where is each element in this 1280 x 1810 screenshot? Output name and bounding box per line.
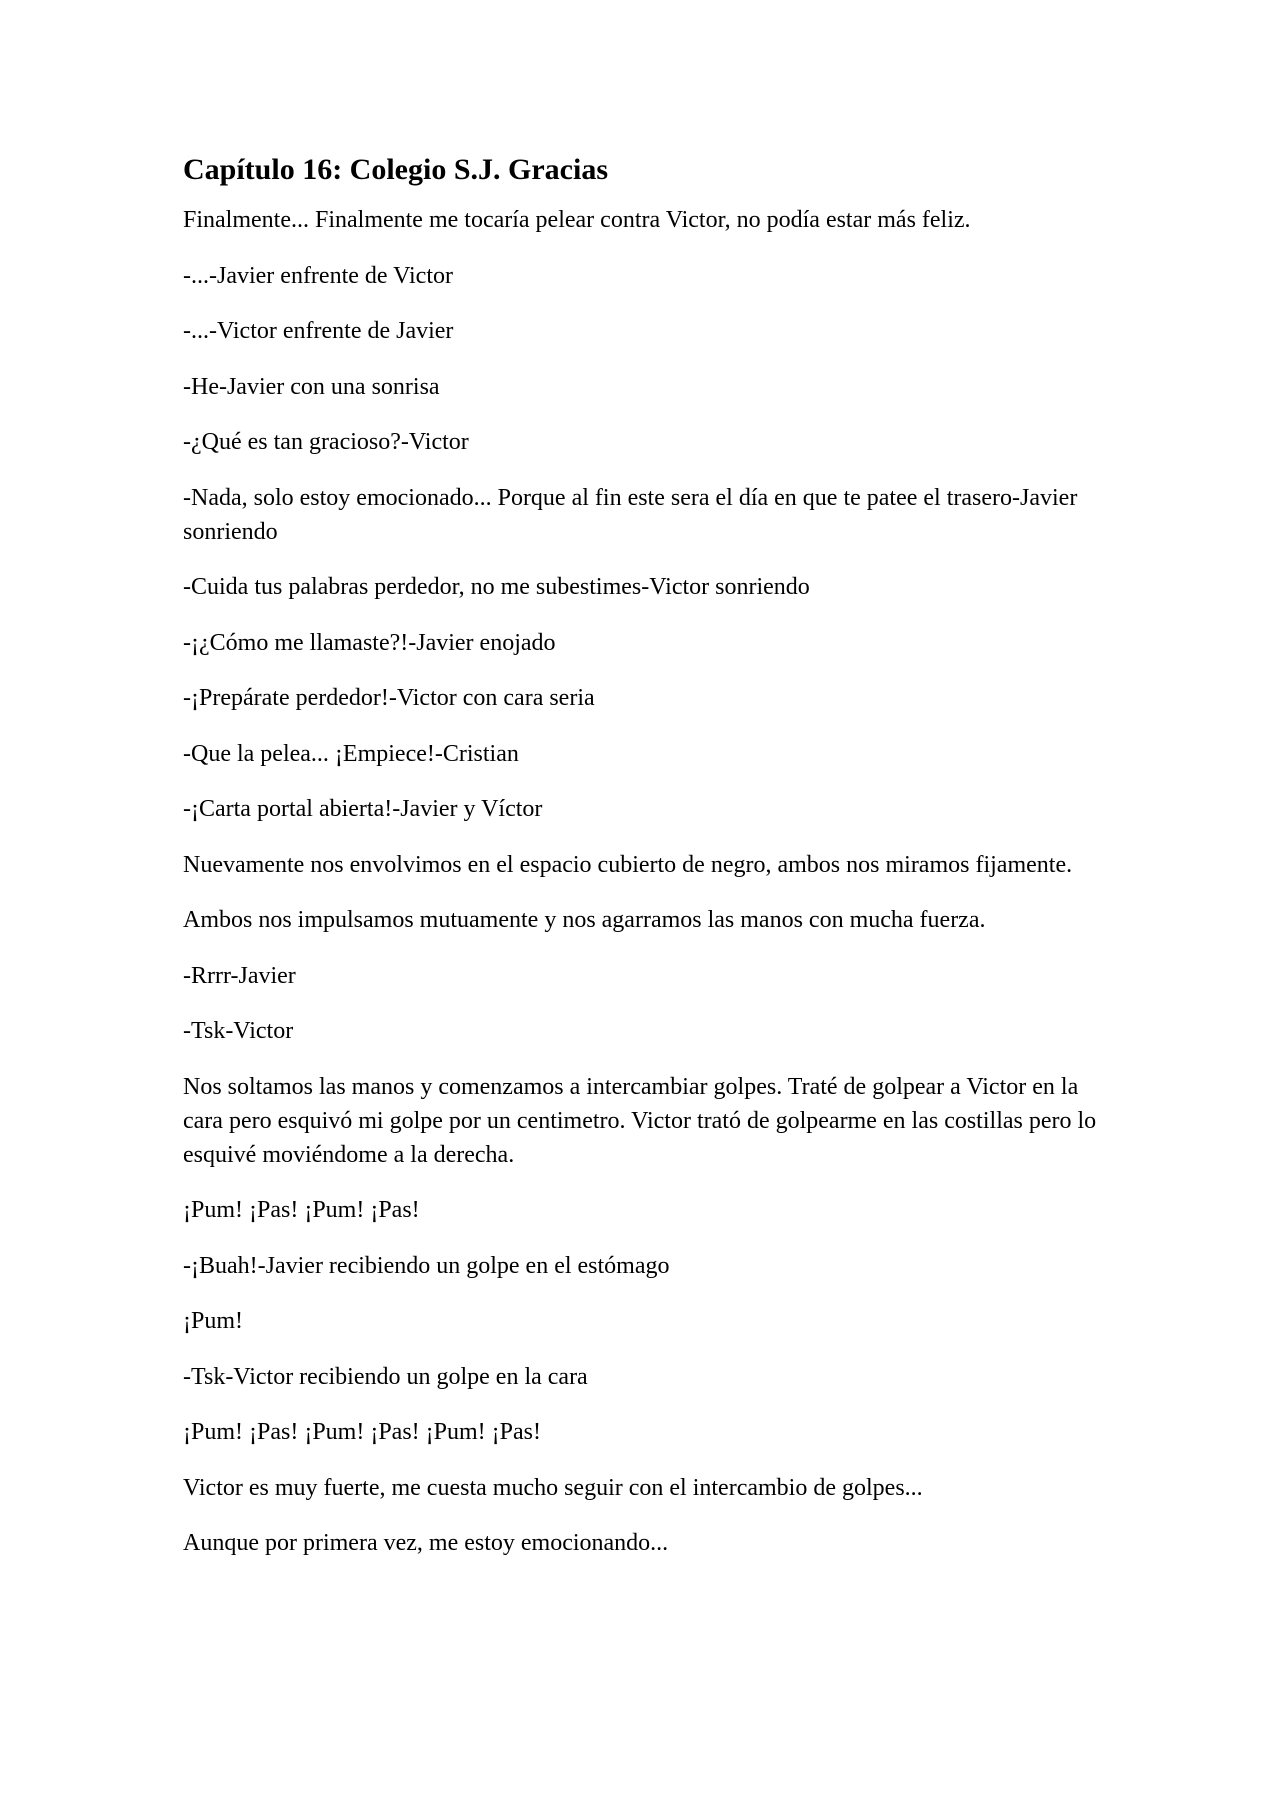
dialogue-line: -¡Buah!-Javier recibiendo un golpe en el estómago	[183, 1252, 670, 1279]
dialogue-line: -...-Victor enfrente de Javier	[183, 318, 454, 344]
paragraph: Nuevamente nos envolvimos en el espacio cubierto de negro, ambos nos miramos fijamente.	[183, 851, 1073, 878]
dialogue-line: -Nada, solo estoy emocionado... Porque al fin este sera el día en que te patee el trasero-Javier sonriendo	[183, 484, 1078, 545]
paragraph: Ambos nos impulsamos mutuamente y nos agarramos las manos con mucha fuerza.	[183, 907, 986, 933]
dialogue-line: -Cuida tus palabras perdedor, no me subestimes-Victor sonriendo	[183, 574, 810, 600]
chapter-title: Capítulo 16: Colegio S.J. Gracias	[183, 153, 608, 186]
paragraph: Finalmente... Finalmente me tocaría pelear contra Victor, no podía estar más feliz.	[183, 207, 971, 233]
sound-effect-line: ¡Pum! ¡Pas! ¡Pum! ¡Pas! ¡Pum! ¡Pas!	[183, 1419, 541, 1445]
dialogue-line: -¿Qué es tan gracioso?-Victor	[183, 429, 469, 455]
dialogue-line: -He-Javier con una sonrisa	[183, 373, 440, 400]
dialogue-line: -¡¿Cómo me llamaste?!-Javier enojado	[183, 629, 556, 656]
dialogue-line: -Rrrr-Javier	[183, 962, 296, 989]
paragraph: Nos soltamos las manos y comenzamos a intercambiar golpes. Traté de golpear a Victor en la cara pero esquivó mi golpe por un centimetro. Victor trató de golpearme en las costillas pero lo esquivé moviéndome a la derecha.	[183, 1073, 1097, 1168]
dialogue-line: -Que la pelea... ¡Empiece!-Cristian	[183, 740, 519, 767]
paragraph: Victor es muy fuerte, me cuesta mucho seguir con el intercambio de golpes...	[183, 1474, 923, 1501]
dialogue-line: -Tsk-Victor recibiendo un golpe en la cara	[183, 1363, 588, 1390]
dialogue-line: -...-Javier enfrente de Victor	[183, 262, 453, 289]
document-body	[183, 150, 1103, 1582]
paragraph: Aunque por primera vez, me estoy emocionando...	[183, 1530, 669, 1556]
dialogue-line: -¡Carta portal abierta!-Javier y Víctor	[183, 796, 543, 822]
dialogue-line: -¡Prepárate perdedor!-Victor con cara seria	[183, 685, 595, 711]
sound-effect-line: ¡Pum!	[183, 1308, 243, 1334]
dialogue-line: -Tsk-Victor	[183, 1018, 294, 1044]
sound-effect-line: ¡Pum! ¡Pas! ¡Pum! ¡Pas!	[183, 1197, 420, 1223]
